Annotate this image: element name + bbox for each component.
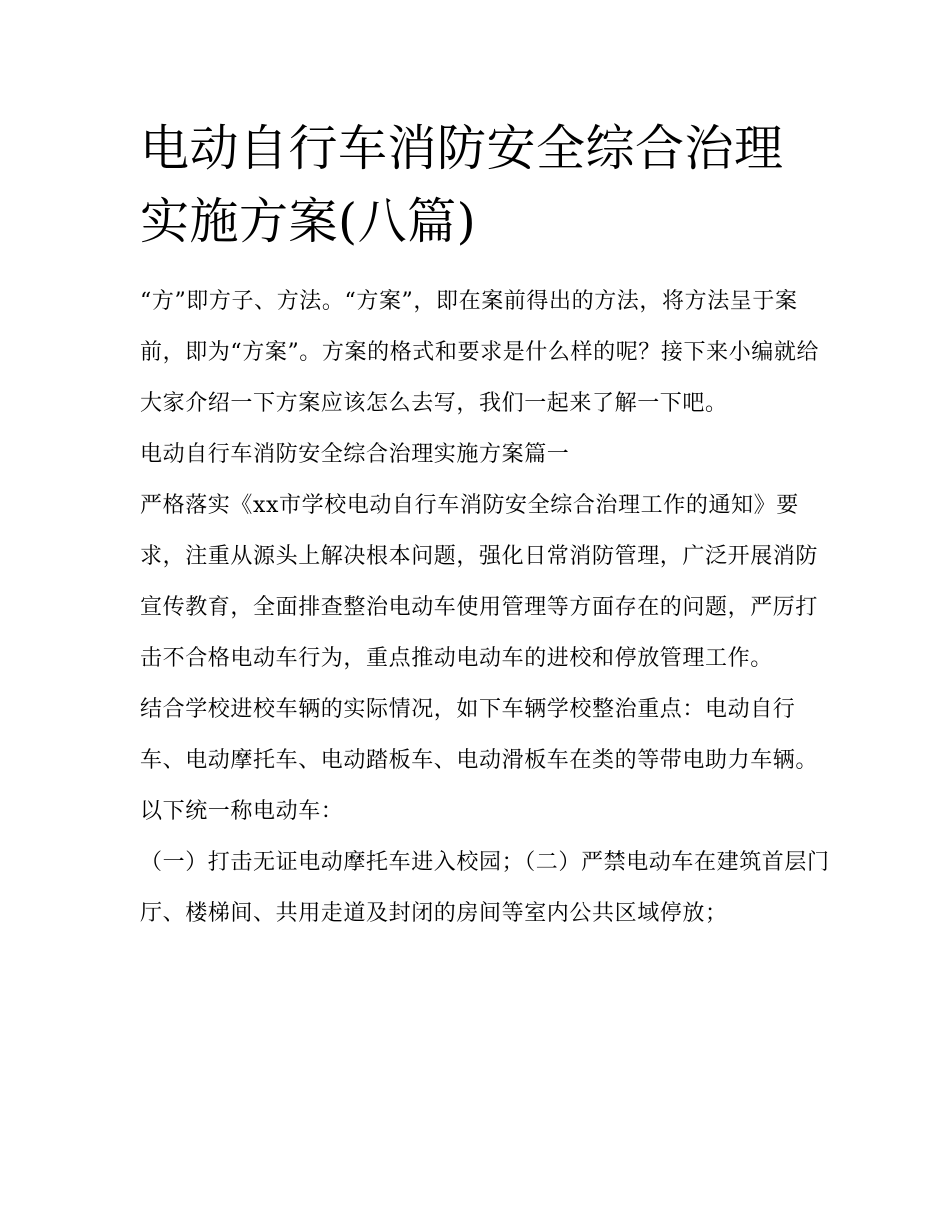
document-body [140,276,830,939]
body-paragraph: 严格落实《xx市学校电动自行车消防安全综合治理工作的通知》要求，注重从源头上解决根本问题，强化日常消防管理，广泛开展消防宣传教育，全面排查整治电动车使用管理等方面存在的问题，严厉打击不合格电动车行为，重点推动电动车的进校和停放管理工作。 [140,493,819,671]
title-line-2: 实施方案(八篇) [140,193,477,250]
intro-paragraph: “方”即方子、方法。“方案”，即在案前得出的方法，将方法呈于案前，即为“方案”。方案的格式和要求是什么样的呢？接下来小编就给大家介绍一下方案应该怎么去写，我们一起来了解一下吧。 [140,289,820,416]
document-title [140,112,840,258]
body-paragraph: 结合学校进校车辆的实际情况，如下车辆学校整治重点：电动自行车、电动摩托车、电动踏板车、电动滑板车在类的等带电助力车辆。以下统一称电动车： [140,697,819,824]
title-line-1: 电动自行车消防安全综合治理 [140,120,784,177]
body-paragraph: （一）打击无证电动摩托车进入校园；（二）严禁电动车在建筑首层门厅、楼梯间、共用走道及封闭的房间等室内公共区域停放； [140,850,830,926]
section-heading: 电动自行车消防安全综合治理实施方案篇一 [140,442,570,467]
